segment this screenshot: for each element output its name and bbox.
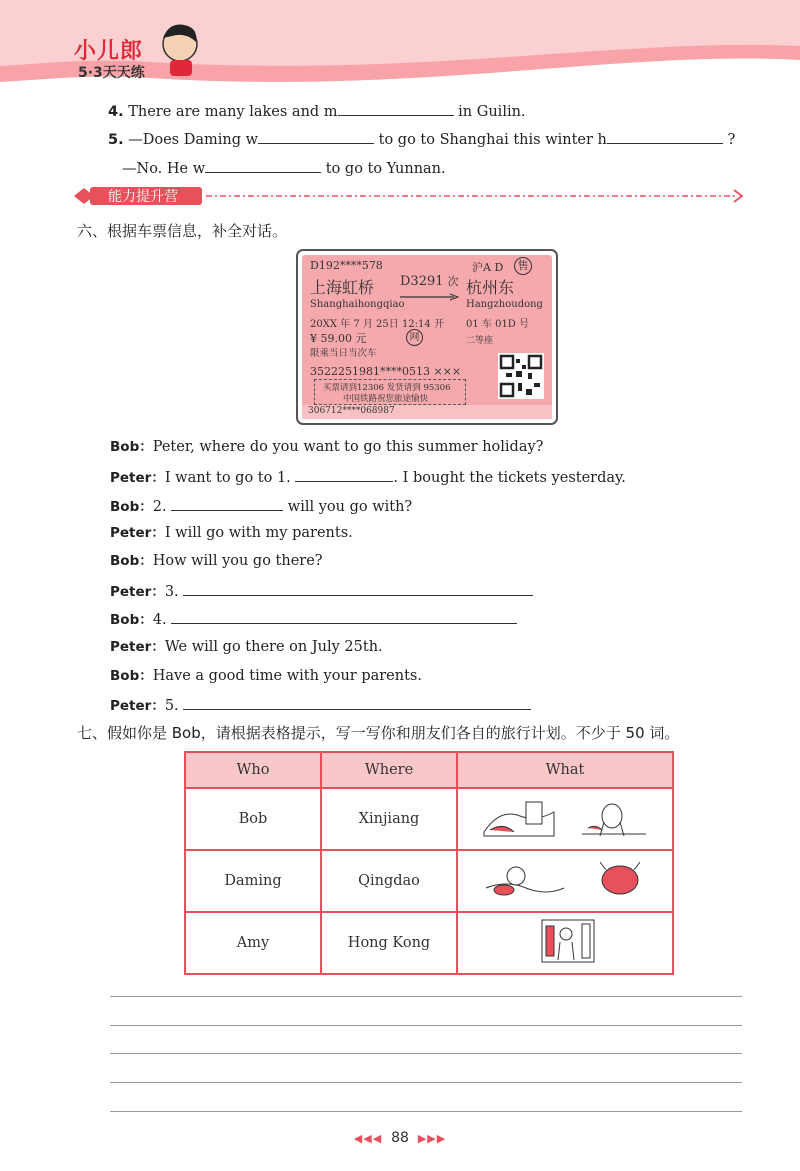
swimming-and-seafood-picture <box>470 854 660 904</box>
ticket-to-en: Hangzhoudong <box>466 299 543 310</box>
arrow-icon <box>398 293 462 301</box>
answer-blank[interactable] <box>258 128 374 144</box>
dialogue-line-6: Peter：3. <box>110 580 533 602</box>
page-footer <box>0 1130 800 1146</box>
dialogue-line-8: Peter：We will go there on July 25th. <box>110 639 383 655</box>
column-header-who: Who <box>185 752 321 788</box>
dialogue-line-7: Bob：4. <box>110 608 517 630</box>
section-7-title: 七、假如你是 Bob，请根据表格提示，写一写你和朋友们各自的旅行计划。不少于 50 词。 <box>77 724 680 742</box>
ticket-datetime: 20XX 年 7 月 25日 12:14 开 <box>310 319 444 330</box>
cell-what <box>457 850 673 912</box>
writing-line[interactable] <box>110 1111 742 1112</box>
sale-mark: 售 <box>514 257 532 275</box>
cell-who: Amy <box>185 912 321 974</box>
dialogue-line-2: Peter：I want to go to 1. . I bought the tickets yesterday. <box>110 466 626 488</box>
page-number: 88 <box>391 1130 409 1146</box>
shopping-picture <box>470 916 660 966</box>
writing-line[interactable] <box>110 1082 742 1083</box>
ticket-price: ¥ 59.00 元 <box>310 332 367 345</box>
answer-blank[interactable] <box>607 128 723 144</box>
ticket-seat: 01 车 01D 号 <box>466 319 530 330</box>
cell-what <box>457 788 673 850</box>
left-arrows-icon: ◀◀◀ <box>353 1132 383 1145</box>
ticket-to-cn: 杭州东 <box>466 278 515 297</box>
dialogue-line-5: Bob：How will you go there? <box>110 553 323 569</box>
column-header-where: Where <box>321 752 457 788</box>
answer-blank-1[interactable] <box>295 466 393 482</box>
table-row <box>185 912 673 974</box>
right-arrows-icon: ▶▶▶ <box>417 1132 447 1145</box>
dialogue-line-10: Peter：5. <box>110 694 531 716</box>
answer-blank-3[interactable] <box>183 580 533 596</box>
dialogue-line-1: Bob：Peter, where do you want to go this summer holiday? <box>110 439 544 455</box>
ticket-notice-1: 买票请到12306 发货请到 95306 <box>323 383 451 393</box>
ticket-valid: 限乘当日当次车 <box>310 348 377 359</box>
answer-blank[interactable] <box>338 100 454 116</box>
ticket-id: D192****578 <box>310 259 383 272</box>
logo-subtitle: 5·3天天练 <box>78 65 145 81</box>
cell-where: Xinjiang <box>321 788 457 850</box>
ticket-from-en: Shanghaihongqiao <box>310 299 405 310</box>
cell-where: Hong Kong <box>321 912 457 974</box>
cell-where: Qingdao <box>321 850 457 912</box>
writing-line[interactable] <box>110 1053 742 1054</box>
ticket-from-cn: 上海虹桥 <box>310 278 375 297</box>
answer-blank-2[interactable] <box>171 495 283 511</box>
banner-label: 能力提升营 <box>108 189 178 205</box>
qr-code-icon <box>498 353 544 399</box>
travel-plan-table <box>184 751 674 975</box>
ticket-serial: 306712****068987 <box>308 406 395 416</box>
cell-who: Daming <box>185 850 321 912</box>
cell-what <box>457 912 673 974</box>
ticket-passenger-id: 3522251981****0513 ××× <box>310 365 462 378</box>
train-ticket <box>296 249 558 425</box>
writing-line[interactable] <box>110 1025 742 1026</box>
section-6-title: 六、根据车票信息，补全对话。 <box>77 222 288 240</box>
dialogue-line-3: Bob：2. will you go with? <box>110 495 412 517</box>
question-5-reply: —No. He w to go to Yunnan. <box>122 157 446 179</box>
dialogue-line-9: Bob：Have a good time with your parents. <box>110 668 422 684</box>
answer-blank-4[interactable] <box>171 608 517 624</box>
desert-and-horse-riding-picture <box>470 792 660 842</box>
ticket-train: D3291 次 <box>400 274 459 289</box>
table-row <box>185 850 673 912</box>
answer-blank-5[interactable] <box>183 694 531 710</box>
table-row <box>185 788 673 850</box>
ticket-notice-2: 中国铁路祝您旅途愉快 <box>343 394 429 404</box>
online-mark: 网 <box>406 329 423 346</box>
column-header-what: What <box>457 752 673 788</box>
writing-line[interactable] <box>110 996 742 997</box>
dialogue-line-4: Peter：I will go with my parents. <box>110 525 353 541</box>
question-4: 4. There are many lakes and m in Guilin. <box>108 100 526 122</box>
logo-title: 小儿郎 <box>74 39 144 64</box>
ticket-class: 二等座 <box>466 336 494 346</box>
ticket-notice-box <box>314 379 466 405</box>
question-5: 5. —Does Daming w to go to Shanghai this winter h ? <box>108 128 735 150</box>
station-code: 沪A D <box>472 261 504 274</box>
cell-who: Bob <box>185 788 321 850</box>
answer-blank[interactable] <box>205 157 321 173</box>
